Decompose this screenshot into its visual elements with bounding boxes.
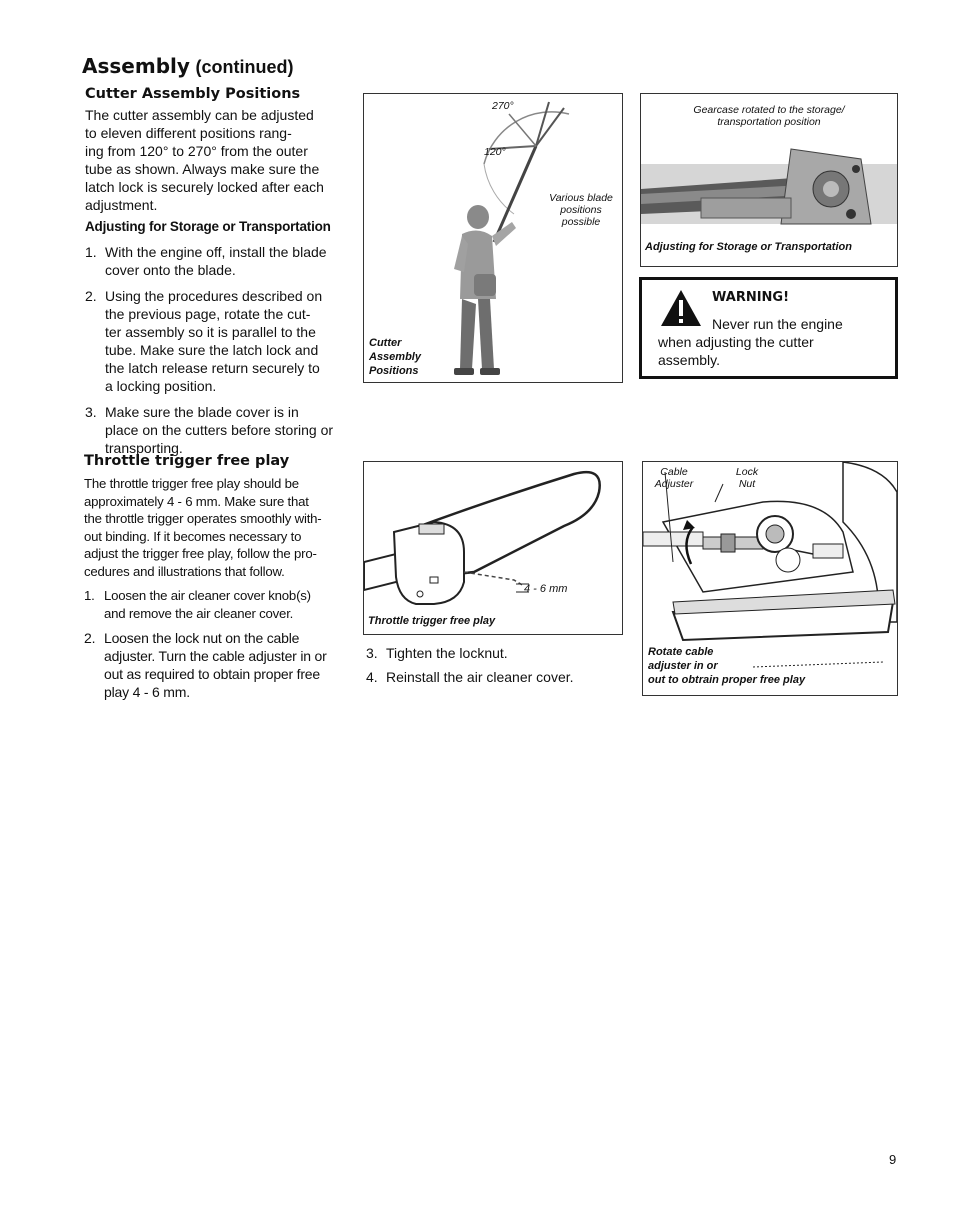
cutter-intro-line: tube as shown. Always make sure the (85, 161, 320, 177)
page-number: 9 (889, 1152, 897, 1167)
step-line: Reinstall the air cleaner cover. (386, 669, 574, 685)
throttle-intro-line: approximately 4 - 6 mm. Make sure that (84, 493, 309, 509)
list-item (366, 644, 616, 662)
warning-text (658, 315, 888, 369)
throttle-intro (84, 475, 354, 580)
note-line: positions (560, 204, 602, 216)
step-line: transporting. (105, 440, 183, 456)
cutter-intro-line: to eleven different positions rang- (85, 125, 292, 141)
label-line: Cable (660, 466, 688, 478)
page-title (82, 54, 293, 79)
figure-trigger (363, 461, 623, 635)
cable-caption (648, 645, 805, 687)
step-line: Using the procedures described on (105, 288, 323, 304)
caption-line: out to obtrain proper free play (648, 674, 806, 686)
list-item (85, 243, 350, 279)
cutter-intro-line: adjustment. (85, 197, 158, 213)
cutter-positions-caption (369, 336, 421, 378)
label-line: Nut (738, 478, 756, 490)
trigger-illustration (364, 462, 622, 634)
caption-line: Assembly (369, 351, 421, 363)
angle-120-label: 120° (484, 146, 506, 158)
step-number: 2. (84, 630, 96, 646)
caption-line: Rotate cable (648, 646, 714, 658)
throttle-steps (84, 587, 354, 701)
list-item (366, 668, 616, 686)
lock-nut-label (729, 466, 765, 490)
figure-cutter-positions (363, 93, 623, 383)
step-number: 1. (84, 588, 95, 603)
step-line: adjuster. Turn the cable adjuster in or (104, 648, 327, 664)
step-number: 3. (85, 404, 97, 420)
step-line: ter assembly so it is parallel to the (105, 324, 316, 340)
caption-line: adjuster in or (648, 660, 718, 672)
cutter-intro-line: ing from 120° to 270° from the outer (85, 143, 308, 159)
cutter-intro-line: The cutter assembly can be adjusted (85, 107, 314, 123)
list-item (85, 403, 350, 457)
storage-caption: Adjusting for Storage or Transportation (645, 241, 852, 253)
storage-note (641, 104, 897, 128)
angle-270-label: 270° (492, 100, 514, 112)
list-item (84, 629, 354, 701)
figure-cable (642, 461, 898, 696)
step-line: place on the cutters before storing or (105, 422, 334, 438)
warning-box (639, 277, 898, 379)
label-line: Lock (735, 466, 759, 478)
step-line: Make sure the blade cover is in (105, 404, 299, 420)
warning-line: assembly. (658, 352, 720, 368)
step-number: 2. (85, 288, 97, 304)
step-number: 4. (366, 669, 378, 685)
throttle-intro-line: adjust the trigger free play, follow the pro- (84, 546, 317, 561)
step-line: tube. Make sure the latch lock and (105, 342, 319, 358)
step-line: the previous page, rotate the cut- (105, 306, 311, 322)
note-line: possible (561, 216, 601, 228)
warning-line: Never run the engine (712, 316, 843, 332)
cutter-heading: Cutter Assembly Positions (85, 86, 301, 102)
step-line: cover onto the blade. (105, 262, 236, 278)
step-line: Loosen the lock nut on the cable (104, 630, 300, 646)
step-line: a locking position. (105, 378, 217, 394)
step-line: and remove the air cleaner cover. (104, 605, 294, 621)
warning-title: WARNING! (712, 290, 790, 305)
throttle-heading: Throttle trigger free play (84, 453, 290, 469)
step-number: 3. (366, 645, 378, 661)
warning-line: when adjusting the cutter (658, 334, 814, 350)
trigger-measure-label: 4 - 6 mm (524, 583, 568, 595)
step-line: With the engine off, install the blade (105, 244, 327, 260)
cable-adjuster-label (653, 466, 695, 490)
note-line: Various blade (549, 192, 613, 204)
gearcase-illustration (641, 134, 897, 234)
throttle-intro-line: cedures and illustrations that follow. (84, 563, 285, 579)
step-number: 1. (85, 244, 97, 260)
title-continued: (continued) (195, 57, 294, 77)
list-item (85, 287, 350, 395)
step-line: Tighten the locknut. (386, 645, 508, 661)
throttle-intro-line: The throttle trigger free play should be (84, 476, 299, 491)
cutter-intro-line: latch lock is securely locked after each (85, 179, 324, 195)
figure-storage (640, 93, 898, 267)
step-line: Loosen the air cleaner cover knob(s) (104, 588, 311, 603)
throttle-steps-continued (366, 644, 616, 686)
step-line: out as required to obtain proper free (104, 666, 320, 682)
throttle-intro-line: the throttle trigger operates smoothly with- (84, 511, 322, 526)
note-line: transportation position (717, 116, 821, 128)
step-line: play 4 - 6 mm. (104, 684, 190, 700)
storage-steps (85, 243, 350, 457)
list-item (84, 587, 354, 622)
throttle-intro-line: out binding. If it becomes necessary to (84, 528, 302, 544)
step-line: the latch release return securely to (105, 360, 320, 376)
blade-positions-note (542, 192, 620, 228)
title-main: Assembly (82, 54, 190, 78)
storage-subheading: Adjusting for Storage or Transportation (85, 219, 331, 234)
cutter-intro (85, 106, 355, 214)
note-line: Gearcase rotated to the storage/ (693, 104, 845, 116)
trigger-caption: Throttle trigger free play (368, 615, 496, 627)
label-line: Adjuster (654, 478, 694, 490)
caption-line: Cutter (369, 337, 402, 349)
caption-line: Positions (369, 365, 419, 377)
